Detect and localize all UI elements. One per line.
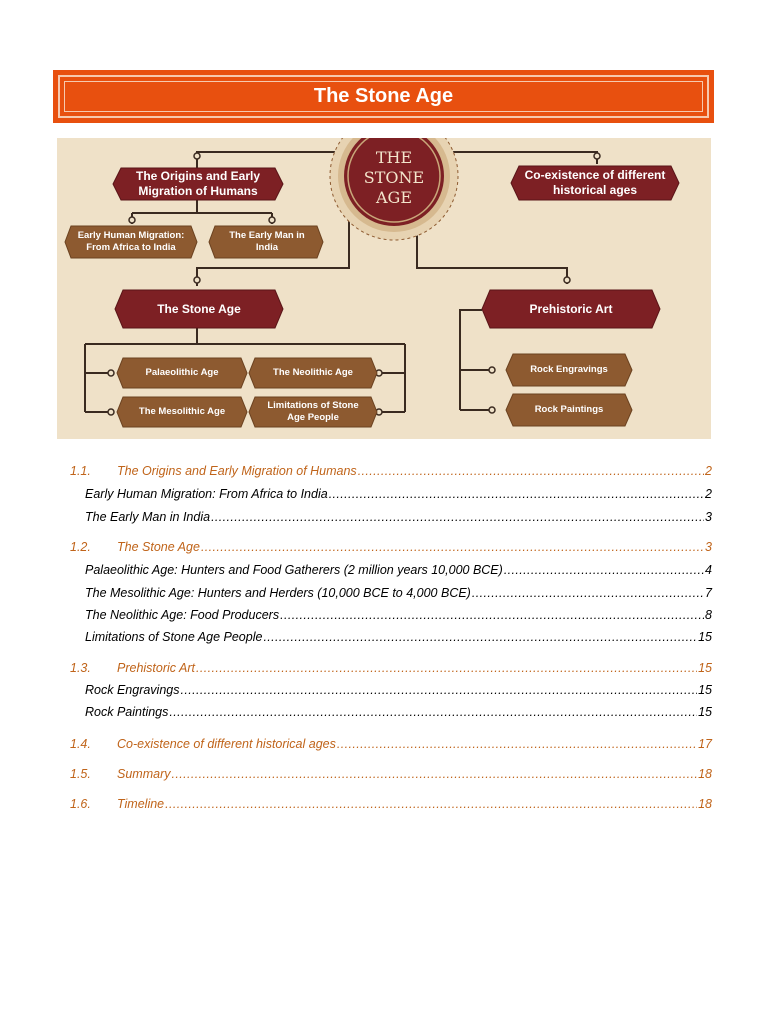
diagram-rock-engravings: Rock Engravings [530,364,608,376]
diagram-rock-paintings: Rock Paintings [534,404,604,416]
toc-entry[interactable] [70,733,712,751]
diagram-neolithic: The Neolithic Age [273,367,353,379]
toc-entry[interactable] [70,483,712,501]
toc-leader [169,705,697,719]
toc-page: 18 [698,767,712,781]
toc-leader [165,797,697,811]
toc-text: The Stone Age [117,540,200,554]
toc-entry[interactable] [70,657,712,675]
toc-text: The Neolithic Age: Food Producers [85,608,280,622]
diagram-stone-age: The Stone Age [157,301,241,316]
toc-page: 15 [698,630,712,644]
toc-entry[interactable] [70,793,712,811]
diagram-early-man: The Early Man in India [229,230,305,253]
diagram-migration: Early Human Migration: From Africa to India [77,230,185,253]
toc-page: 8 [705,608,712,622]
title-banner [53,70,714,123]
toc-text: Palaeolithic Age: Hunters and Food Gatherers (2 million years 10,000 BCE) [85,563,503,577]
toc-page: 17 [698,737,712,751]
toc-leader [263,630,697,644]
toc-entry[interactable] [70,582,712,600]
toc-leader [171,767,697,781]
stone-age-diagram [57,138,711,439]
diagram-prehistoric-art: Prehistoric Art [529,301,613,316]
toc-page: 2 [705,487,712,501]
toc-number: 1.1. [70,464,91,478]
diagram-coexistence: Co-existence of different historical ages [524,168,666,197]
diagram-origins: The Origins and Early Migration of Humans [135,169,261,198]
toc-page: 15 [698,661,712,675]
toc-entry[interactable] [70,679,712,697]
toc-leader [201,540,704,554]
toc-leader [358,464,704,478]
toc-page: 3 [705,540,712,554]
toc-text: Early Human Migration: From Africa to India [85,487,328,501]
toc-number: 1.4. [70,737,91,751]
toc-text: Summary [117,767,171,781]
toc-page: 18 [698,797,712,811]
diagram-center-title: THE STONE AGE [363,148,425,207]
diagram-palaeolithic: Palaeolithic Age [145,367,219,379]
toc-page: 3 [705,510,712,524]
toc-text: The Origins and Early Migration of Humans [117,464,357,478]
toc-text: Timeline [117,797,165,811]
toc-leader [211,510,704,524]
toc-number: 1.6. [70,797,91,811]
toc-page: 4 [705,563,712,577]
toc-entry[interactable] [70,536,712,554]
toc-leader [504,563,704,577]
toc-entry[interactable] [70,604,712,622]
toc-page: 15 [698,705,712,719]
toc-text: Rock Engravings [85,683,180,697]
toc-entry[interactable] [70,701,712,719]
toc-text: Co-existence of different historical ages [117,737,336,751]
toc-number: 1.2. [70,540,91,554]
toc-entry[interactable] [70,460,712,478]
toc-leader [329,487,704,501]
toc-text: The Early Man in India [85,510,211,524]
toc-text: The Mesolithic Age: Hunters and Herders (10,000 BCE to 4,000 BCE) [85,586,471,600]
toc-number: 1.5. [70,767,91,781]
toc-text: Rock Paintings [85,705,169,719]
toc-page: 7 [705,586,712,600]
toc-text: Limitations of Stone Age People [85,630,263,644]
toc-leader [337,737,697,751]
toc-text: Prehistoric Art [117,661,196,675]
toc-leader [196,661,697,675]
toc-entry[interactable] [70,763,712,781]
toc-entry[interactable] [70,506,712,524]
diagram-mesolithic: The Mesolithic Age [138,406,226,418]
toc-entry[interactable] [70,626,712,644]
toc-leader [181,683,698,697]
toc-number: 1.3. [70,661,91,675]
toc-leader [472,586,704,600]
toc-leader [280,608,704,622]
toc-page: 2 [705,464,712,478]
diagram-limitations: Limitations of Stone Age People [267,400,359,423]
toc-page: 15 [698,683,712,697]
page-title: The Stone Age [313,85,454,107]
toc-entry[interactable] [70,559,712,577]
